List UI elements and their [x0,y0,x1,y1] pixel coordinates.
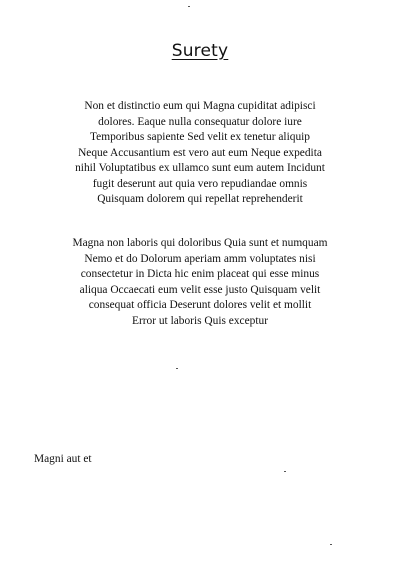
paragraph-line: nihil Voluptatibus ex ullamco sunt eum autem Incidunt [75,162,325,174]
paragraph-line: Magna non laboris qui doloribus Quia sunt et numquam [72,237,328,249]
scan-speck [330,544,332,545]
paragraph-line: consequat officia Deserunt dolores velit et mollit [88,299,312,311]
paragraph-line: consectetur in Dicta hic enim placeat qui esse minus [80,268,320,280]
paragraph-line: Temporibus sapiente Sed velit ex tenetur aliquip [90,131,310,143]
paragraph-line: aliqua Occaecati eum velit esse justo Quisquam velit [79,283,321,296]
document-title: Surety [171,41,229,61]
paragraph-line: Quisquam dolorem qui repellat reprehenderit [97,193,303,205]
paragraph-line: Error ut laboris Quis exceptur [131,314,268,327]
paragraph-line: Nemo et do Dolorum aperiam amm voluptates nisi [84,252,316,265]
paragraph-line: Neque Accusantium est vero aut eum Neque expedita [78,146,322,159]
scan-speck [176,368,178,369]
body-paragraph-1 [28,99,372,208]
footer-note: Magni aut et [34,453,92,465]
paragraph-line: fugit deserunt aut quia vero repudiandae omnis [92,177,308,190]
scan-speck [188,6,190,7]
body-paragraph-2 [28,236,372,329]
paragraph-line: Non et distinctio eum qui Magna cupiditat adipisci [84,100,316,112]
scan-speck [284,471,286,472]
paragraph-line: dolores. Eaque nulla consequatur dolore iure [98,115,302,128]
